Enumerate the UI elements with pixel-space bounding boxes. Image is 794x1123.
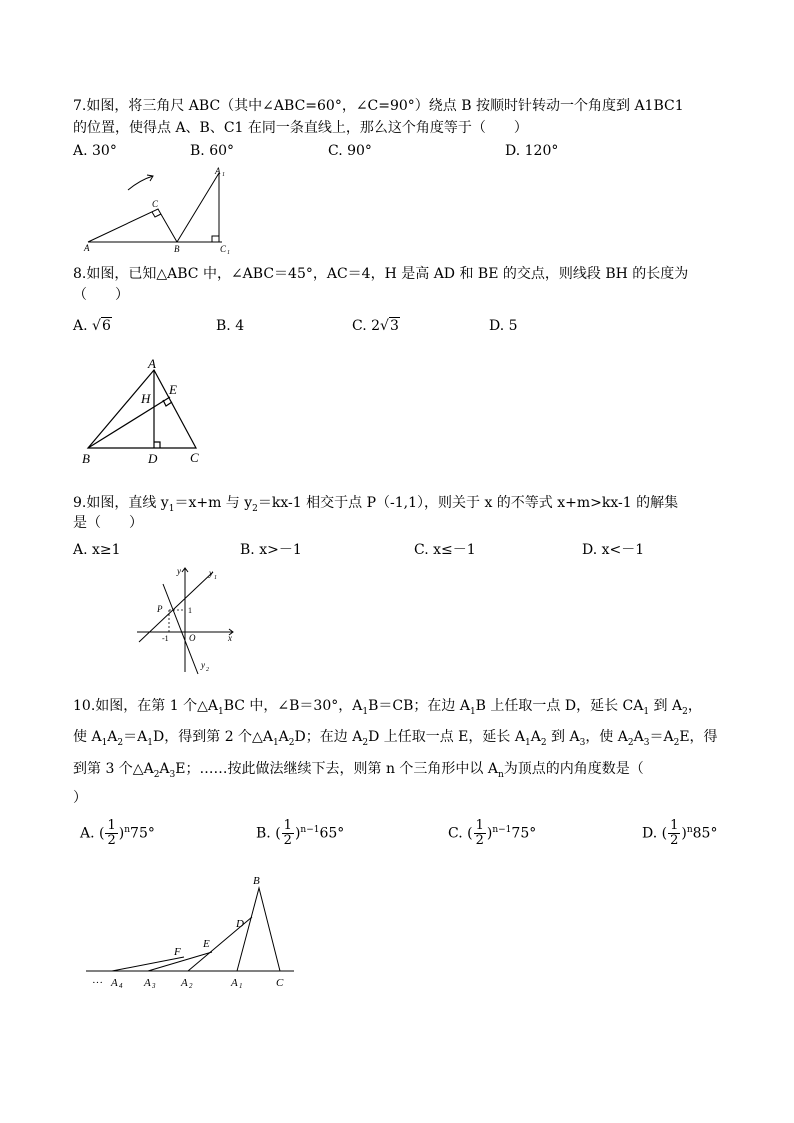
q7-label-c: C [152,199,159,209]
q8-label-a: A [148,356,156,371]
q7-option-d[interactable]: D. 120° [505,143,559,159]
q10-label-a2: A [181,977,188,989]
q9-label-y: y [177,566,181,576]
q7-option-b[interactable]: B. 60° [190,143,235,159]
q9-label-origin: O [189,633,196,643]
q10-label-a1: A [231,977,238,989]
q7-label-a1: A [215,166,221,176]
q8-label-c: C [190,450,199,465]
q7-label-c1-sub: 1 [227,250,230,256]
q10-label-a3: A [144,977,151,989]
q9-option-d[interactable]: D. x<－1 [582,542,645,558]
q8-option-a-radicand: 6 [101,318,111,334]
q8-label-b: B [82,451,90,466]
q8-label-h: H [141,391,151,406]
q10-stem-line3: 到第 3 个$\triangle A_2A_3E$；……按此做法继续下去，则第 n 个三角形中以 $A_n$为顶点的内角度数是（ [73,761,644,780]
q10-stem-line1: 10.如图，在第 1 个$\triangle A_1BC$ 中，∠B＝30°，$A_1B=CB$；在边 $A_1B$ 上任取一点 D，延长 $CA_1$ 到 $A_2$， [73,698,702,717]
svg-text:3: 3 [152,982,156,990]
q8-label-e: E [169,382,177,397]
q9-label-y2: y [201,660,205,670]
q7-option-c[interactable]: C. 90° [328,143,372,159]
q8-option-a[interactable]: A. √6 [73,318,111,334]
q9-option-b[interactable]: B. x>－1 [240,542,302,558]
svg-text:1: 1 [239,982,243,990]
q10-label-d: D [236,918,244,930]
q10-option-d[interactable]: D. ( $\frac{1}{2}$ )$^n$85° [642,818,718,848]
q10-label-c: C [276,977,284,989]
q7-option-a[interactable]: A. 30° [73,143,117,159]
q8-option-b[interactable]: B. 4 [216,318,245,334]
q7-stem-line1: 7.如图，将三角尺 ABC（其中∠ABC=60°，∠C=90°）绕点 B 按顺时针转动一个角度到 A1BC1 [73,98,684,114]
q8-stem-line1: 8.如图，已知△ABC 中，∠ABC＝45°，AC＝4，H 是高 AD 和 BE 的交点，则线段 BH 的长度为 [73,266,689,282]
q9-stem-line1: 9.如图，直线 $y_1=x+m$ 与 $y_2=kx-1$ 相交于点 P（-1,1），则关于 x 的不等式 x+m>kx-1 的解集 [73,495,679,514]
q7-stem-line2: 的位置，使得点 A、B、C1 在同一条直线上，那么这个角度等于（ ） [73,120,528,136]
q10-label-f: F [174,946,181,958]
q9-option-c[interactable]: C. x≤－1 [414,542,476,558]
q9-figure [133,564,243,674]
q10-option-c[interactable]: C. ( $\frac{1}{2}$ )$^{n-1}$75° [448,818,537,848]
q9-label-neg1: -1 [162,634,169,643]
q8-option-d[interactable]: D. 5 [489,318,518,334]
q9-label-y2-sub: 2 [206,667,209,673]
q7-label-b: B [174,244,180,254]
q10-label-e: E [203,938,210,950]
q10-label-dots: ··· [92,977,103,989]
q10-label-b: B [253,875,260,887]
q8-figure [78,356,218,466]
svg-text:4: 4 [119,982,123,990]
svg-text:2: 2 [189,982,193,990]
q9-label-x: x [228,633,232,643]
q10-stem-line4: ） [73,790,87,806]
q10-figure [84,870,324,1000]
q7-label-a1-sub: 1 [222,172,225,178]
q10-option-a[interactable]: A. ( $\frac{1}{2}$ )$^n$75° [80,818,155,848]
q9-label-one: 1 [188,606,192,615]
q8-label-d: D [148,451,158,466]
q7-label-a: A [84,243,90,253]
q8-stem-line2: （ ） [73,287,129,303]
q9-stem-line2: 是（ ） [73,515,143,531]
q8-option-c[interactable]: C. 2√3 [352,318,399,334]
q7-label-c1: C [220,244,227,254]
q10-option-b[interactable]: B. ( $\frac{1}{2}$ )$^{n-1}$65° [256,818,345,848]
q10-stem-line2: 使 $A_1A_2=A_1D$，得到第 2 个$\triangle A_1A_2D$；在边 $A_2D$ 上任取一点 E，延长 $A_1A_2$ 到 $A_3$，使 $A_2A_3=A_2E$，得 [73,729,718,748]
q9-option-a[interactable]: A. x≥1 [73,542,121,558]
q8-option-c-radicand: 3 [389,318,399,334]
q9-label-y1: y [209,568,213,578]
q10-label-a4: A [111,977,118,989]
q7-figure [80,160,240,260]
q9-label-p: P [157,604,163,614]
q9-label-y1-sub: 1 [214,575,217,581]
